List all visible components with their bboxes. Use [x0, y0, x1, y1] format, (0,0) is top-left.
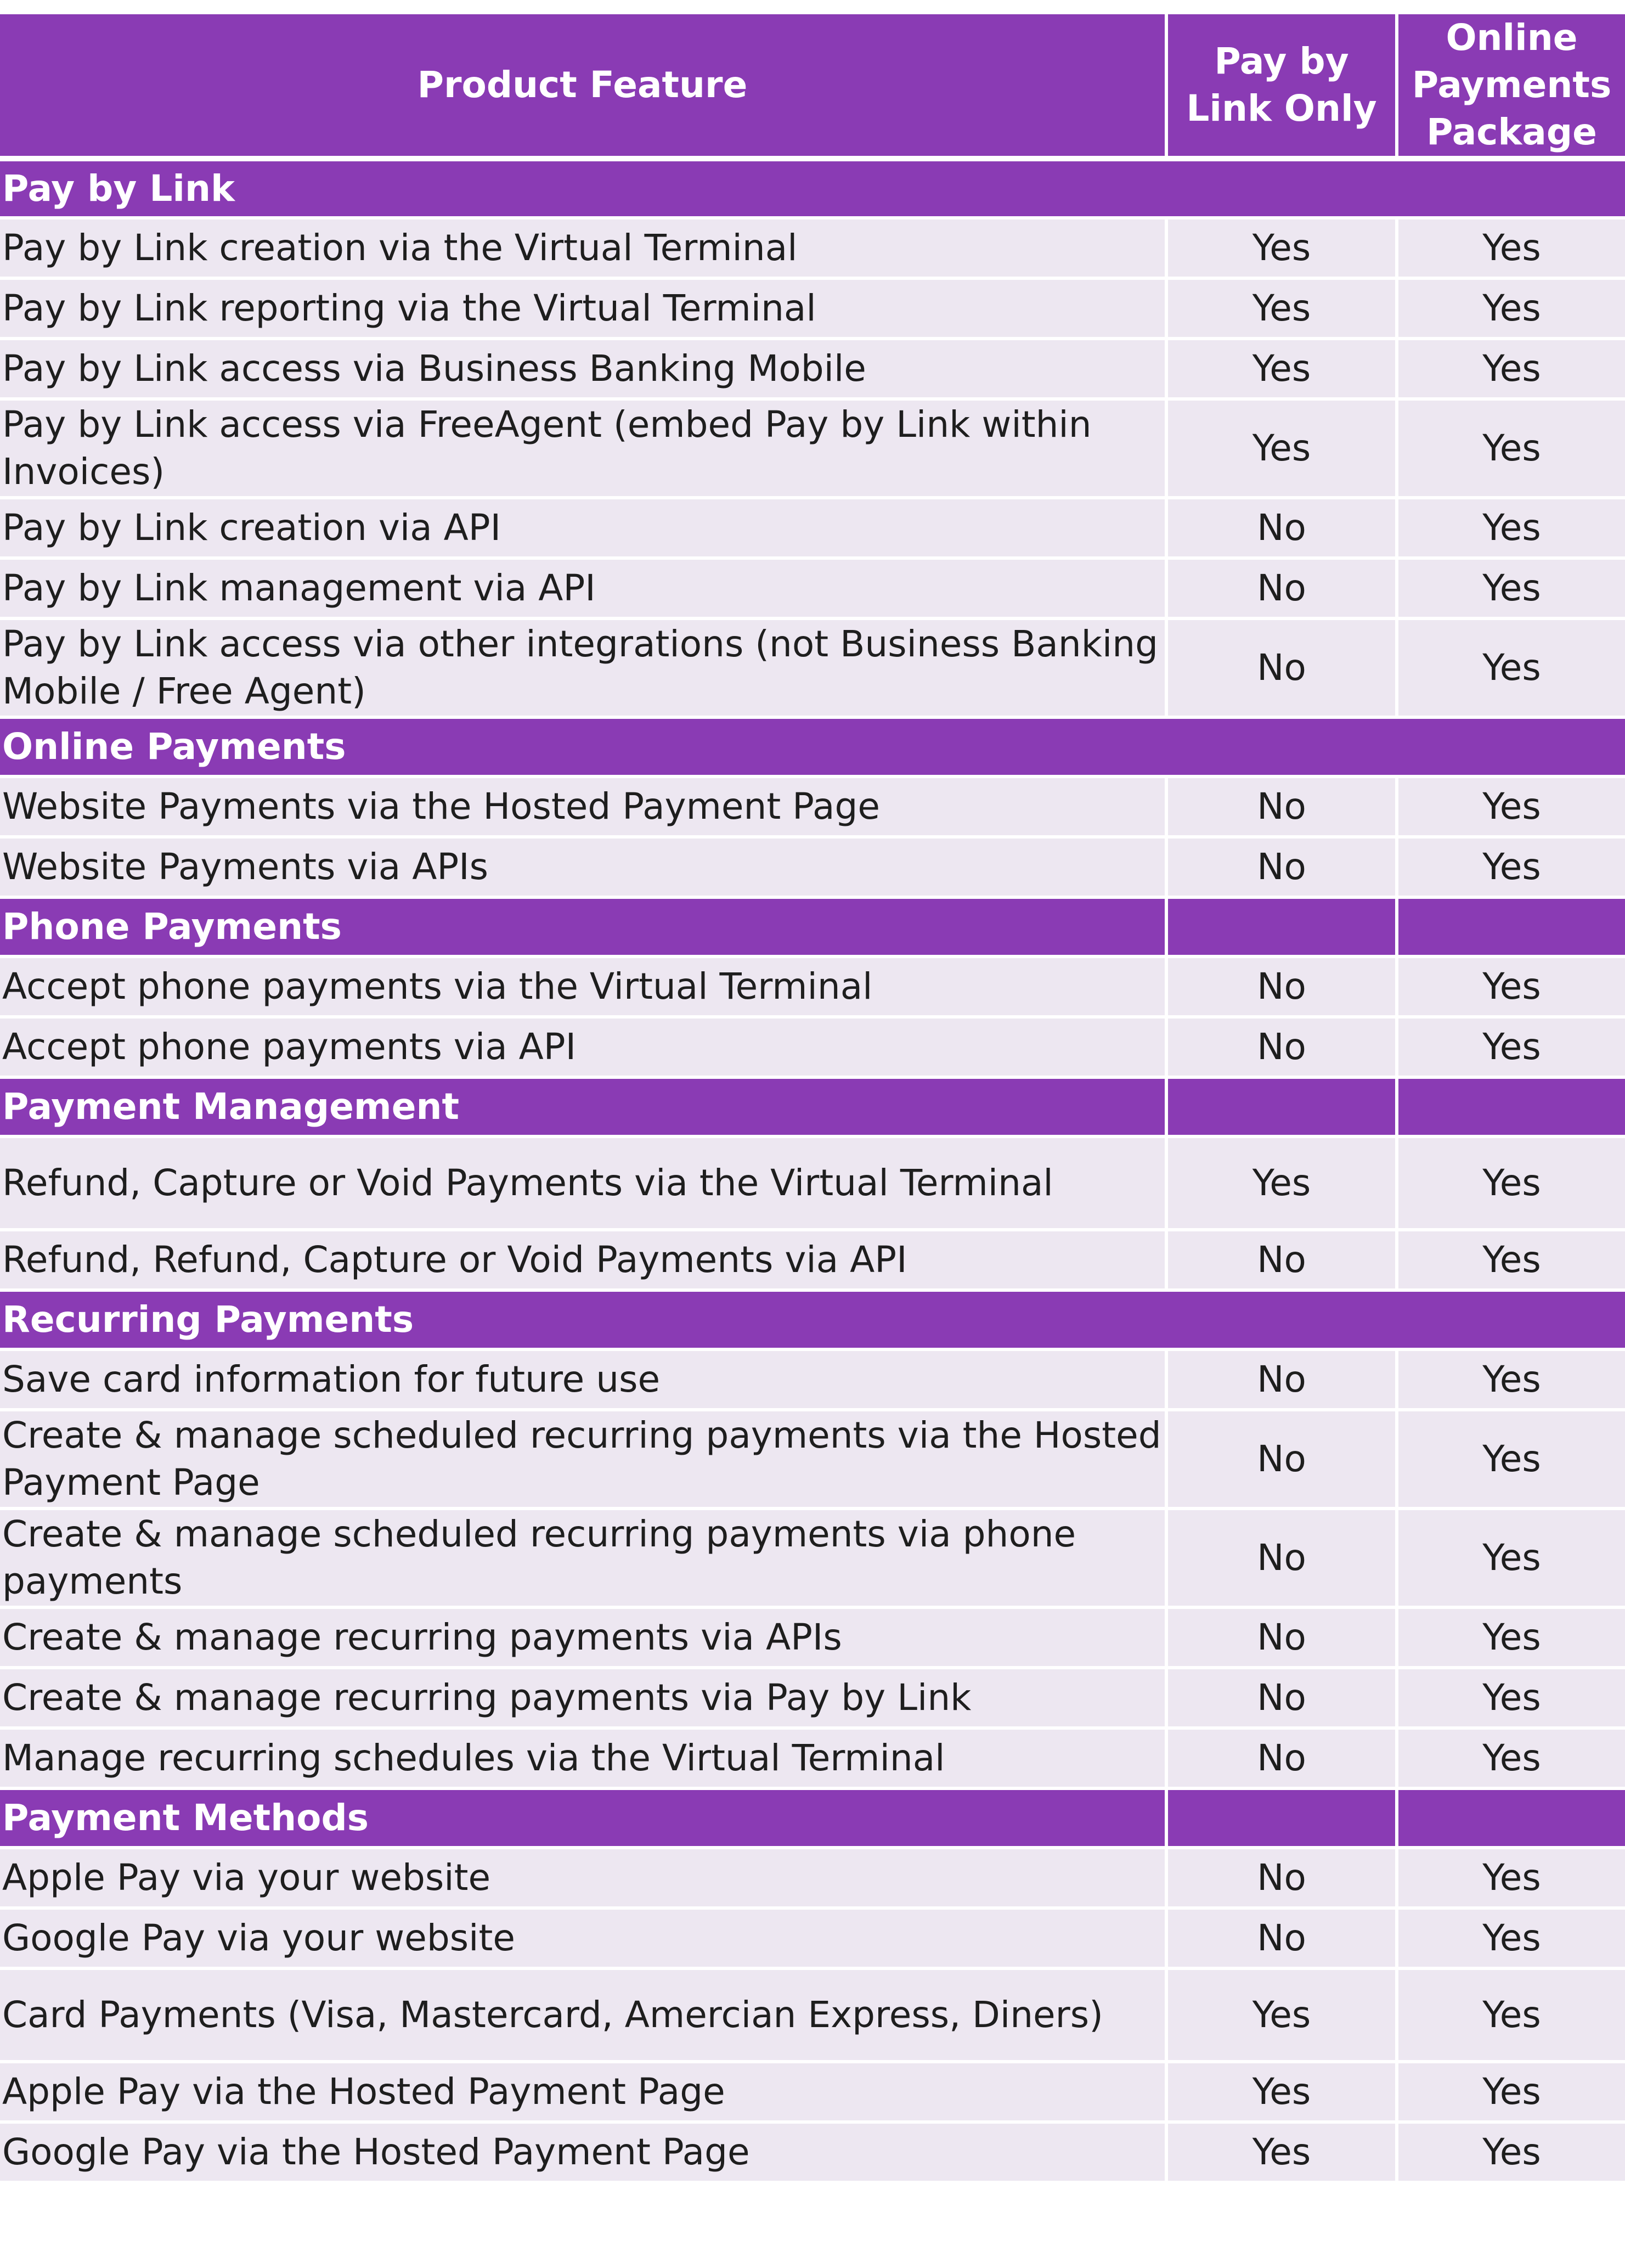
table-row — [0, 837, 1625, 897]
feature-cell: Accept phone payments via API — [0, 1017, 1166, 1077]
pay-by-link-only-value: Yes — [1166, 218, 1397, 278]
section-header-row — [0, 897, 1625, 956]
table-row — [0, 1349, 1625, 1410]
online-payments-package-value: Yes — [1397, 1607, 1625, 1668]
online-payments-package-value: Yes — [1397, 498, 1625, 558]
pay-by-link-only-value: Yes — [1166, 1136, 1397, 1230]
section-title: Online Payments — [0, 717, 1625, 776]
online-payments-package-value: Yes — [1397, 1728, 1625, 1788]
table-row — [0, 1136, 1625, 1230]
pay-by-link-only-value: No — [1166, 956, 1397, 1017]
table-row — [0, 618, 1625, 717]
online-payments-package-value: Yes — [1397, 1968, 1625, 2062]
online-payments-package-value: Yes — [1397, 776, 1625, 837]
feature-cell: Create & manage scheduled recurring payments via phone payments — [0, 1509, 1166, 1607]
online-payments-package-value: Yes — [1397, 1848, 1625, 1908]
feature-cell: Create & manage recurring payments via APIs — [0, 1607, 1166, 1668]
pay-by-link-only-value: No — [1166, 1668, 1397, 1728]
table-row — [0, 1848, 1625, 1908]
pay-by-link-only-value: No — [1166, 1728, 1397, 1788]
table-row — [0, 339, 1625, 399]
online-payments-package-value: Yes — [1397, 1349, 1625, 1410]
section-cell-empty — [1397, 1077, 1625, 1136]
feature-cell: Card Payments (Visa, Mastercard, Amercian Express, Diners) — [0, 1968, 1166, 2062]
feature-cell: Create & manage recurring payments via Pay by Link — [0, 1668, 1166, 1728]
online-payments-package-value: Yes — [1397, 2122, 1625, 2182]
feature-cell: Pay by Link creation via the Virtual Terminal — [0, 218, 1166, 278]
online-payments-package-value: Yes — [1397, 1509, 1625, 1607]
pay-by-link-only-value: No — [1166, 837, 1397, 897]
table-row — [0, 1968, 1625, 2062]
pay-by-link-only-value: Yes — [1166, 399, 1397, 498]
pay-by-link-only-value: No — [1166, 618, 1397, 717]
online-payments-package-value: Yes — [1397, 218, 1625, 278]
pay-by-link-only-value: No — [1166, 1908, 1397, 1968]
pay-by-link-only-value: Yes — [1166, 339, 1397, 399]
pay-by-link-only-value: No — [1166, 1410, 1397, 1509]
table-row — [0, 1017, 1625, 1077]
feature-cell: Pay by Link access via other integrations (not Business Banking Mobile / Free Agent) — [0, 618, 1166, 717]
section-title: Payment Management — [0, 1077, 1166, 1136]
section-title: Payment Methods — [0, 1788, 1166, 1848]
feature-cell: Website Payments via the Hosted Payment Page — [0, 776, 1166, 837]
table-row — [0, 558, 1625, 618]
section-title: Pay by Link — [0, 159, 1625, 218]
pay-by-link-only-value: No — [1166, 1230, 1397, 1290]
header-pay-by-link-only: Pay by Link Only — [1166, 14, 1397, 159]
feature-cell: Pay by Link reporting via the Virtual Terminal — [0, 278, 1166, 339]
pay-by-link-only-value: No — [1166, 498, 1397, 558]
online-payments-package-value: Yes — [1397, 837, 1625, 897]
table-row — [0, 1410, 1625, 1509]
section-header-row — [0, 717, 1625, 776]
feature-cell: Pay by Link access via Business Banking Mobile — [0, 339, 1166, 399]
table-row — [0, 1607, 1625, 1668]
table-row — [0, 1908, 1625, 1968]
feature-cell: Refund, Capture or Void Payments via the Virtual Terminal — [0, 1136, 1166, 1230]
header-online-payments-package: Online Payments Package — [1397, 14, 1625, 159]
pay-by-link-only-value: No — [1166, 776, 1397, 837]
table-row — [0, 1728, 1625, 1788]
section-cell-empty — [1166, 897, 1397, 956]
table-row — [0, 1230, 1625, 1290]
online-payments-package-value: Yes — [1397, 1136, 1625, 1230]
online-payments-package-value: Yes — [1397, 1668, 1625, 1728]
header-row — [0, 14, 1625, 159]
header-product-feature: Product Feature — [0, 14, 1166, 159]
online-payments-package-value: Yes — [1397, 1017, 1625, 1077]
section-header-row — [0, 1788, 1625, 1848]
table-row — [0, 218, 1625, 278]
pay-by-link-only-value: No — [1166, 558, 1397, 618]
online-payments-package-value: Yes — [1397, 399, 1625, 498]
table-row — [0, 776, 1625, 837]
feature-cell: Accept phone payments via the Virtual Terminal — [0, 956, 1166, 1017]
feature-cell: Website Payments via APIs — [0, 837, 1166, 897]
section-cell-empty — [1397, 897, 1625, 956]
section-cell-empty — [1166, 1077, 1397, 1136]
section-header-row — [0, 1077, 1625, 1136]
feature-cell: Apple Pay via the Hosted Payment Page — [0, 2062, 1166, 2122]
pay-by-link-only-value: Yes — [1166, 1968, 1397, 2062]
pay-by-link-only-value: Yes — [1166, 2122, 1397, 2182]
online-payments-package-value: Yes — [1397, 956, 1625, 1017]
feature-comparison — [0, 14, 1625, 2184]
online-payments-package-value: Yes — [1397, 278, 1625, 339]
section-header-row — [0, 1290, 1625, 1349]
pay-by-link-only-value: No — [1166, 1349, 1397, 1410]
feature-cell: Pay by Link creation via API — [0, 498, 1166, 558]
pay-by-link-only-value: No — [1166, 1017, 1397, 1077]
section-cell-empty — [1397, 1788, 1625, 1848]
table-row — [0, 1668, 1625, 1728]
feature-cell: Pay by Link access via FreeAgent (embed Pay by Link within Invoices) — [0, 399, 1166, 498]
pay-by-link-only-value: No — [1166, 1848, 1397, 1908]
table-body — [0, 159, 1625, 2182]
table-row — [0, 956, 1625, 1017]
online-payments-package-value: Yes — [1397, 1230, 1625, 1290]
feature-cell: Google Pay via the Hosted Payment Page — [0, 2122, 1166, 2182]
section-cell-empty — [1166, 1788, 1397, 1848]
feature-cell: Apple Pay via your website — [0, 1848, 1166, 1908]
online-payments-package-value: Yes — [1397, 1908, 1625, 1968]
pay-by-link-only-value: No — [1166, 1509, 1397, 1607]
pay-by-link-only-value: No — [1166, 1607, 1397, 1668]
section-header-row — [0, 159, 1625, 218]
online-payments-package-value: Yes — [1397, 1410, 1625, 1509]
online-payments-package-value: Yes — [1397, 339, 1625, 399]
section-title: Recurring Payments — [0, 1290, 1625, 1349]
feature-cell: Create & manage scheduled recurring payments via the Hosted Payment Page — [0, 1410, 1166, 1509]
online-payments-package-value: Yes — [1397, 618, 1625, 717]
feature-cell: Pay by Link management via API — [0, 558, 1166, 618]
online-payments-package-value: Yes — [1397, 2062, 1625, 2122]
table-row — [0, 2062, 1625, 2122]
table-row — [0, 2122, 1625, 2182]
feature-cell: Refund, Refund, Capture or Void Payments via API — [0, 1230, 1166, 1290]
pay-by-link-only-value: Yes — [1166, 2062, 1397, 2122]
pay-by-link-only-value: Yes — [1166, 278, 1397, 339]
feature-cell: Save card information for future use — [0, 1349, 1166, 1410]
table-row — [0, 399, 1625, 498]
online-payments-package-value: Yes — [1397, 558, 1625, 618]
table-row — [0, 278, 1625, 339]
feature-cell: Google Pay via your website — [0, 1908, 1166, 1968]
table-row — [0, 498, 1625, 558]
feature-cell: Manage recurring schedules via the Virtual Terminal — [0, 1728, 1166, 1788]
section-title: Phone Payments — [0, 897, 1166, 956]
table-row — [0, 1509, 1625, 1607]
comparison-table — [0, 14, 1625, 2184]
